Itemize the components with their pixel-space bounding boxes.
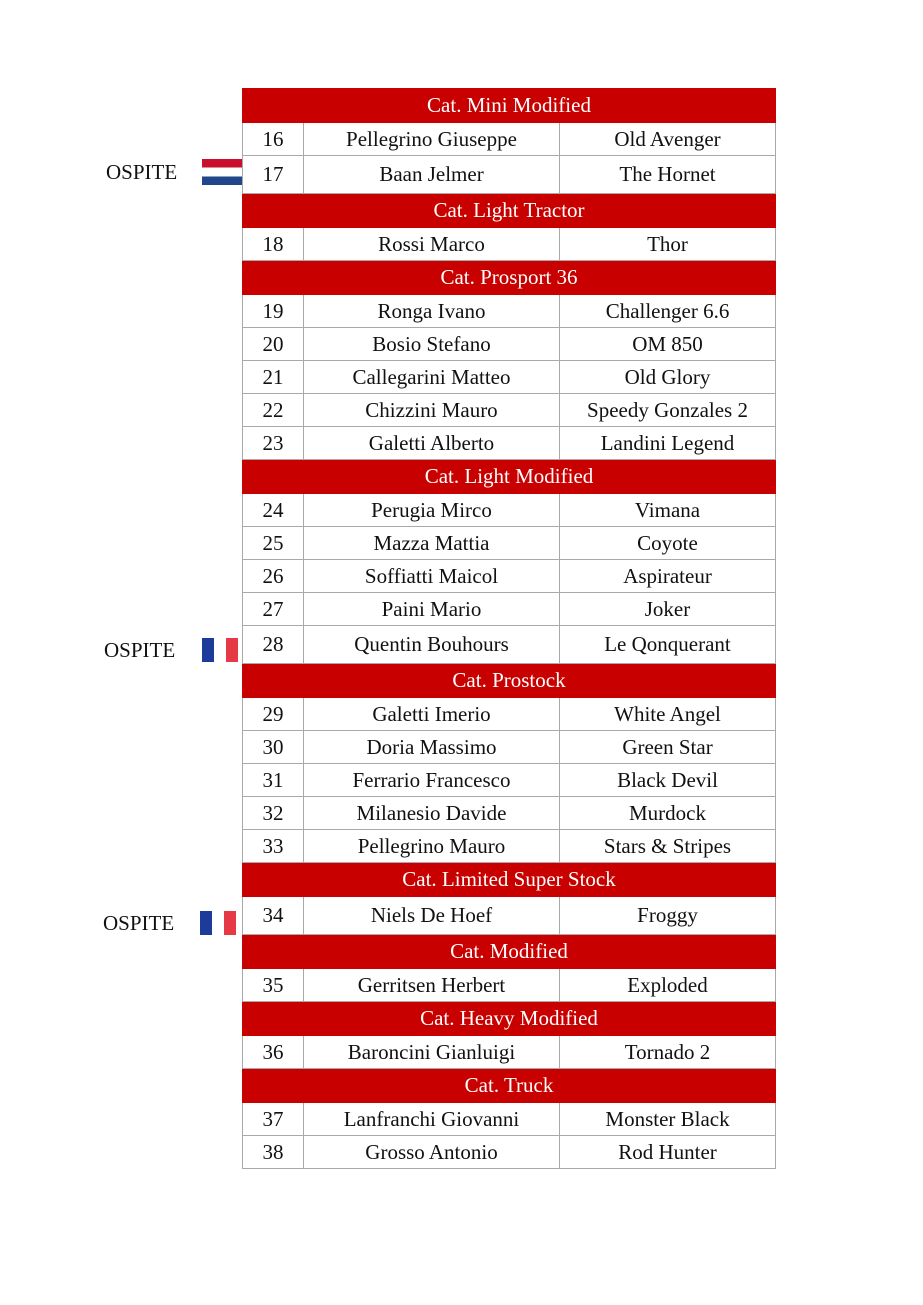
vehicle-name: Tornado 2 xyxy=(560,1036,776,1069)
category-header xyxy=(243,261,776,295)
driver-name: Perugia Mirco xyxy=(304,494,560,527)
rider-number: 32 xyxy=(243,797,304,830)
france-flag-icon xyxy=(202,638,238,662)
table-row xyxy=(243,830,776,863)
netherlands-flag-icon xyxy=(202,159,242,185)
table-row xyxy=(243,394,776,427)
rider-number: 24 xyxy=(243,494,304,527)
driver-name: Lanfranchi Giovanni xyxy=(304,1103,560,1136)
guest-marker xyxy=(104,638,238,662)
vehicle-name: Speedy Gonzales 2 xyxy=(560,394,776,427)
category-header xyxy=(243,89,776,123)
driver-name: Milanesio Davide xyxy=(304,797,560,830)
driver-name: Doria Massimo xyxy=(304,731,560,764)
guest-marker xyxy=(103,911,236,935)
vehicle-name: Old Glory xyxy=(560,361,776,394)
driver-name: Ferrario Francesco xyxy=(304,764,560,797)
category-label: Cat. Prostock xyxy=(243,664,776,698)
table-row xyxy=(243,427,776,460)
table-row xyxy=(243,1036,776,1069)
rider-number: 17 xyxy=(243,156,304,194)
rider-number: 34 xyxy=(243,897,304,935)
rider-number: 19 xyxy=(243,295,304,328)
rider-number: 37 xyxy=(243,1103,304,1136)
table-row xyxy=(243,123,776,156)
rider-number: 16 xyxy=(243,123,304,156)
vehicle-name: Green Star xyxy=(560,731,776,764)
table-row xyxy=(243,593,776,626)
category-label: Cat. Heavy Modified xyxy=(243,1002,776,1036)
vehicle-name: OM 850 xyxy=(560,328,776,361)
vehicle-name: Joker xyxy=(560,593,776,626)
table-row xyxy=(243,897,776,935)
guest-marker xyxy=(106,159,242,185)
driver-name: Galetti Alberto xyxy=(304,427,560,460)
category-header xyxy=(243,664,776,698)
table-row xyxy=(243,764,776,797)
rider-number: 26 xyxy=(243,560,304,593)
vehicle-name: Coyote xyxy=(560,527,776,560)
driver-name: Ronga Ivano xyxy=(304,295,560,328)
rider-number: 23 xyxy=(243,427,304,460)
rider-number: 30 xyxy=(243,731,304,764)
category-header xyxy=(243,1002,776,1036)
category-header xyxy=(243,460,776,494)
vehicle-name: Thor xyxy=(560,228,776,261)
vehicle-name: Black Devil xyxy=(560,764,776,797)
france-flag-icon xyxy=(200,911,236,935)
driver-name: Grosso Antonio xyxy=(304,1136,560,1169)
vehicle-name: Exploded xyxy=(560,969,776,1002)
rider-number: 33 xyxy=(243,830,304,863)
vehicle-name: Challenger 6.6 xyxy=(560,295,776,328)
vehicle-name: Aspirateur xyxy=(560,560,776,593)
vehicle-name: Vimana xyxy=(560,494,776,527)
rider-number: 29 xyxy=(243,698,304,731)
table-row xyxy=(243,1103,776,1136)
vehicle-name: Landini Legend xyxy=(560,427,776,460)
table-row xyxy=(243,969,776,1002)
rider-number: 18 xyxy=(243,228,304,261)
rider-number: 22 xyxy=(243,394,304,427)
vehicle-name: Rod Hunter xyxy=(560,1136,776,1169)
category-label: Cat. Prosport 36 xyxy=(243,261,776,295)
rider-number: 31 xyxy=(243,764,304,797)
roster-table xyxy=(242,88,776,1169)
vehicle-name: Froggy xyxy=(560,897,776,935)
category-label: Cat. Modified xyxy=(243,935,776,969)
table-row xyxy=(243,156,776,194)
category-header xyxy=(243,1069,776,1103)
rider-number: 28 xyxy=(243,626,304,664)
table-row xyxy=(243,361,776,394)
table-row xyxy=(243,626,776,664)
driver-name: Mazza Mattia xyxy=(304,527,560,560)
driver-name: Paini Mario xyxy=(304,593,560,626)
table-row xyxy=(243,731,776,764)
rider-number: 21 xyxy=(243,361,304,394)
driver-name: Gerritsen Herbert xyxy=(304,969,560,1002)
vehicle-name: Old Avenger xyxy=(560,123,776,156)
driver-name: Quentin Bouhours xyxy=(304,626,560,664)
driver-name: Baan Jelmer xyxy=(304,156,560,194)
driver-name: Pellegrino Mauro xyxy=(304,830,560,863)
driver-name: Niels De Hoef xyxy=(304,897,560,935)
driver-name: Baroncini Gianluigi xyxy=(304,1036,560,1069)
driver-name: Callegarini Matteo xyxy=(304,361,560,394)
driver-name: Pellegrino Giuseppe xyxy=(304,123,560,156)
category-label: Cat. Light Modified xyxy=(243,460,776,494)
driver-name: Rossi Marco xyxy=(304,228,560,261)
category-header xyxy=(243,863,776,897)
category-header xyxy=(243,935,776,969)
rider-number: 35 xyxy=(243,969,304,1002)
rider-number: 20 xyxy=(243,328,304,361)
table-row xyxy=(243,560,776,593)
guest-label: OSPITE xyxy=(106,159,178,184)
category-label: Cat. Truck xyxy=(243,1069,776,1103)
category-label: Cat. Light Tractor xyxy=(243,194,776,228)
category-label: Cat. Mini Modified xyxy=(243,89,776,123)
vehicle-name: Monster Black xyxy=(560,1103,776,1136)
table-row xyxy=(243,527,776,560)
category-header xyxy=(243,194,776,228)
driver-name: Galetti Imerio xyxy=(304,698,560,731)
rider-number: 25 xyxy=(243,527,304,560)
table-row xyxy=(243,228,776,261)
vehicle-name: The Hornet xyxy=(560,156,776,194)
driver-name: Bosio Stefano xyxy=(304,328,560,361)
rider-number: 36 xyxy=(243,1036,304,1069)
category-label: Cat. Limited Super Stock xyxy=(243,863,776,897)
driver-name: Soffiatti Maicol xyxy=(304,560,560,593)
vehicle-name: Le Qonquerant xyxy=(560,626,776,664)
table-row xyxy=(243,1136,776,1169)
driver-name: Chizzini Mauro xyxy=(304,394,560,427)
table-row xyxy=(243,698,776,731)
vehicle-name: Stars & Stripes xyxy=(560,830,776,863)
rider-number: 38 xyxy=(243,1136,304,1169)
vehicle-name: Murdock xyxy=(560,797,776,830)
table-row xyxy=(243,295,776,328)
table-row xyxy=(243,797,776,830)
guest-label: OSPITE xyxy=(103,910,175,935)
vehicle-name: White Angel xyxy=(560,698,776,731)
table-row xyxy=(243,494,776,527)
table-row xyxy=(243,328,776,361)
rider-number: 27 xyxy=(243,593,304,626)
guest-label: OSPITE xyxy=(104,637,176,662)
